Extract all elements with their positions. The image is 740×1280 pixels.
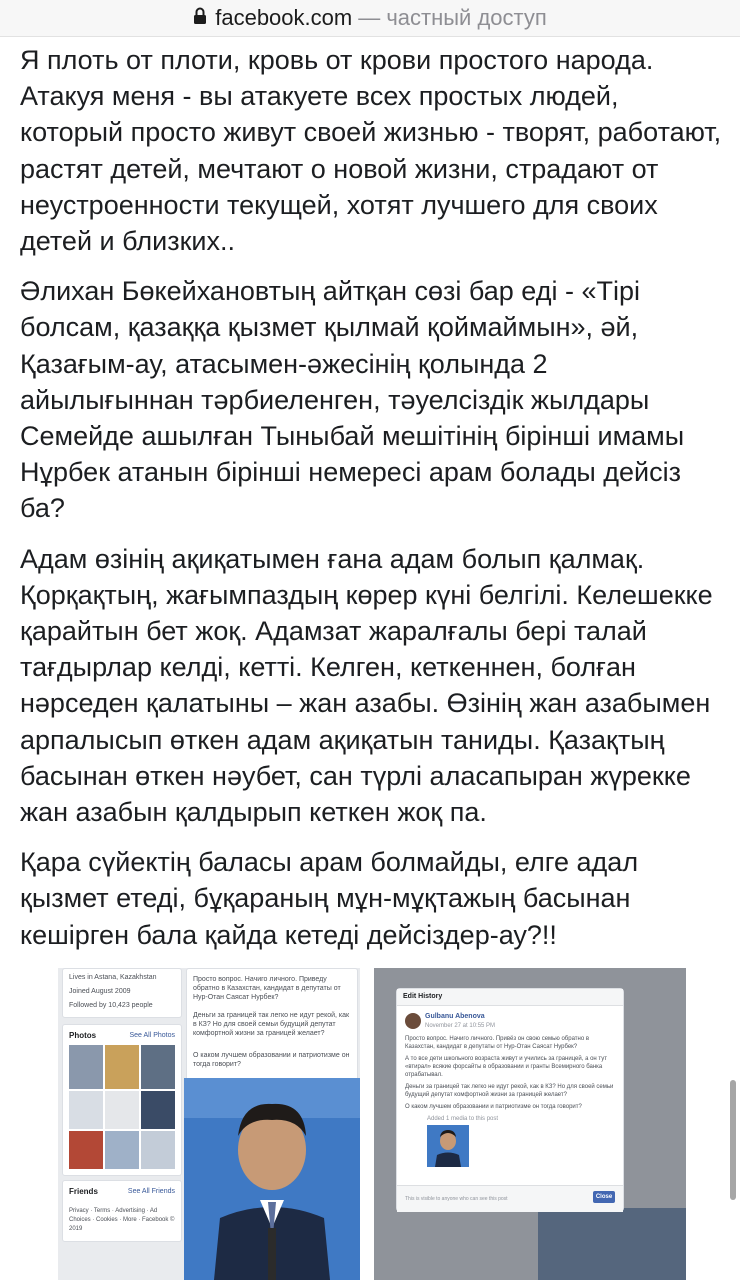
photo-thumb[interactable] [69, 1045, 103, 1089]
backdrop-photo [538, 1208, 686, 1280]
photo-thumb[interactable] [105, 1045, 139, 1089]
photos-card [62, 1024, 182, 1176]
post-question-1: Просто вопрос. Начиго личного. Приведу обратно в Казахстан, кандидат в депутаты от Нур-Отан Саясат Нурбек? [193, 976, 341, 1001]
added-media-text: Added 1 media to this post [427, 1116, 499, 1122]
photo-thumb[interactable] [141, 1131, 175, 1169]
address-bar[interactable] [0, 0, 740, 37]
dialog-title: Edit History [403, 993, 443, 1000]
photo-thumb[interactable] [105, 1091, 139, 1129]
see-all-photos-link[interactable]: See All Photos [129, 1032, 175, 1039]
url-access-label: — частный доступ [358, 5, 547, 30]
friends-card [62, 1180, 182, 1242]
edit-history-dialog [396, 988, 624, 1212]
portrait-illustration [184, 1078, 360, 1280]
history-body-1: Просто вопрос. Начиго личного. Привёз он свою семью обратно в Казахстан, кандидат в депутаты от Нур-Отан Саясат Нурбек? [405, 1036, 590, 1050]
lives-in-text: Lives in Astana, Kazakhstan [69, 974, 157, 981]
photo-thumb[interactable] [69, 1091, 103, 1129]
post-paragraph: Я плоть от плоти, кровь от крови простого народа. Атакуя меня - вы атакуете всех простых людей, который просто живут своей жизнью - творят, работают, растят детей, мечтают о новой жизни, страдают от неустроенности текущей, хотят лучшего для своих детей и близких.. [20, 45, 722, 257]
post-date: November 27 at 10:55 PM [425, 1023, 496, 1029]
scrollbar[interactable] [730, 1080, 736, 1200]
post-paragraph: Адам өзінің ақиқатымен ғана адам болып қалмақ. Қорқақтың, жағымпаздың көрер күні белгілі. Келешекке қарайтын бет жоқ. Адамзат жаралғалы бері талай тағдырлар келді, кетті. Келген, кеткеннен, болған нәрседен қалатыны – жан азабы. Өзінің жан азабымен арпалысып өткен адам ақиқатын таниды. Қазақтың басынан өткен нәубет, сан түрлі аласапыран жүрекке жан азабын қалдырып кеткен жоқ па. [20, 543, 713, 828]
post-images[interactable] [58, 968, 686, 1280]
close-button[interactable]: Close [593, 1191, 615, 1203]
photos-heading: Photos [69, 1031, 97, 1040]
see-all-friends-link[interactable]: See All Friends [127, 1188, 175, 1195]
media-thumbnail-illustration [427, 1125, 469, 1167]
footer-links: Privacy · Terms · Advertising · Ad Choices · Cookies · More · Facebook © 2019 [69, 1208, 175, 1232]
joined-text: Joined August 2009 [69, 988, 131, 995]
followed-text: Followed by 10,423 people [69, 1002, 153, 1009]
post-text [20, 42, 725, 967]
author-name[interactable]: Gulbanu Abenova [425, 1013, 485, 1020]
post-card [186, 968, 358, 1082]
photo-thumb[interactable] [69, 1131, 103, 1169]
media-thumbnail[interactable] [427, 1125, 469, 1167]
profile-screenshot-image[interactable] [58, 968, 360, 1280]
url-domain: facebook.com [215, 5, 353, 30]
post-paragraph: Әлихан Бөкейхановтың айтқан сөзі бар еді - «Тірі болсам, қазаққа қызмет қылмай қоймаймын», әй, Қазағым-ау, атасымен-әжесінің қолында 2 айылығыннан тәрбиеленген, тәуелсіздік жылдары Семейде ашылған Тыныбай мешітінің бірінші имамы Нұрбек атанын бірінші немересі арам болады дейсіз ба? [20, 276, 685, 524]
avatar[interactable] [405, 1013, 421, 1029]
history-body-3: Деньги за границей так легко не идут рекой, как в КЗ? Но для своей семьи будущий депутат комфортной жизни за границей желает? [405, 1084, 614, 1098]
portrait-photo[interactable] [184, 1078, 360, 1280]
photo-thumb[interactable] [141, 1045, 175, 1089]
post-question-3: О каком лучшем образовании и патриотизме он тогда говорит? [193, 1052, 350, 1068]
history-body-4: О каком лучшем образовании и патриотизме он тогда говорит? [405, 1104, 582, 1110]
history-body-2: А то все дети школьного возраста живут и учились за границей, а он тут «втирал» всякие форсайты в образовании и гранты Всемирного банка отрабатывал. [405, 1056, 607, 1078]
post-paragraph: Қара сүйектің баласы арам болмайды, елге адал қызмет етеді, бұқараның мұн-мұқтажың басынан кешірген бала қайда кетеді дейсіздер-ау?!! [20, 847, 639, 950]
photo-thumb[interactable] [141, 1091, 175, 1129]
edit-history-screenshot-image[interactable] [374, 968, 686, 1280]
photo-thumb[interactable] [105, 1131, 139, 1169]
visibility-text: This is visible to anyone who can see this post [405, 1196, 508, 1202]
intro-card [62, 968, 182, 1018]
post-question-2: Деньги за границей так легко не идут рекой, как в КЗ? Но для своей семьи будущий депутат комфортной жизни за границей желает? [193, 1012, 350, 1037]
lock-icon [193, 5, 207, 31]
friends-heading: Friends [69, 1187, 98, 1196]
